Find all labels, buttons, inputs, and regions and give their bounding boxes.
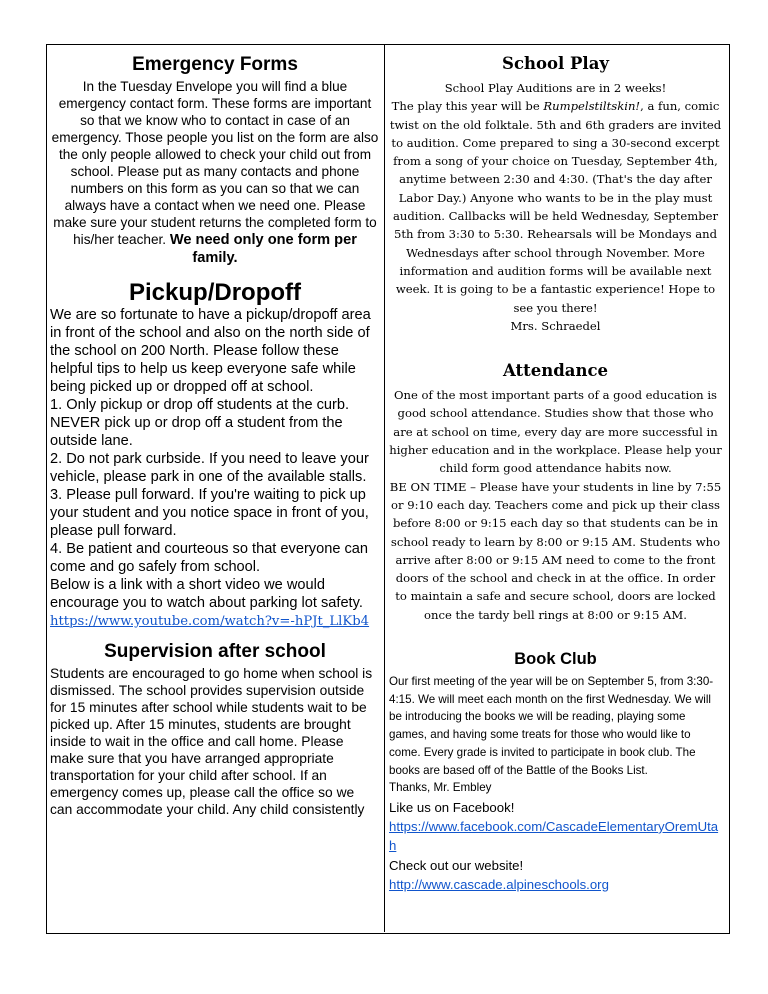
school-play-title: School Play <box>502 54 609 73</box>
supervision-title: Supervision after school <box>104 641 326 662</box>
school-play-section <box>389 54 722 335</box>
book-club-signature: Thanks, Mr. Embley <box>389 781 492 795</box>
attendance-section <box>389 361 722 624</box>
parking-safety-video-link[interactable]: https://www.youtube.com/watch?v=-hPJt_LlKb4 <box>50 614 370 629</box>
supervision-body: Students are encouraged to go home when school is dismissed. The school provides supervision outside for 15 minutes after school while students wait to be picked up. After 15 minutes, students are brought inside to wait in the office and call home. Please make sure that you have arranged appropriate transportation for your child after school. If an emergency comes up, please call the office so we can accommodate your child. Any child consistently <box>50 666 373 817</box>
facebook-prompt: Like us on Facebook! <box>389 799 515 815</box>
emergency-forms-title: Emergency Forms <box>132 54 298 75</box>
emergency-forms-body <box>50 78 380 267</box>
video-intro-text: Below is a link with a short video we would encourage you to watch about parking lot safety. <box>50 577 363 611</box>
pickup-dropoff-title: Pickup/Dropoff <box>129 279 301 306</box>
facebook-link[interactable]: https://www.facebook.com/CascadeElementaryOremUtah <box>389 818 719 853</box>
school-play-auditions-line: School Play Auditions are in 2 weeks! <box>444 81 667 95</box>
pickup-intro: We are so fortunate to have a pickup/dropoff area in front of the school and also on the north side of the school on 200 North. Please follow these helpful tips to help us keep everyone safe while being picked up or dropped off at school. <box>50 307 371 395</box>
column-divider <box>384 44 385 932</box>
emergency-forms-section <box>50 54 380 267</box>
book-club-body: Our first meeting of the year will be on September 5, from 3:30-4:15. We will meet each month on the first Wednesday. We will be introducing the books we will be reading, playing some games, and having some treats for those who would like to come. Every grade is invited to participate in book club. The books are based off of the Battle of the Books List. <box>389 675 714 777</box>
pickup-dropoff-section <box>50 279 380 631</box>
school-play-pre: The play this year will be <box>391 99 544 114</box>
supervision-section <box>50 641 380 818</box>
left-column <box>50 44 380 818</box>
website-prompt: Check out our website! <box>389 857 524 873</box>
emergency-forms-text: In the Tuesday Envelope you will find a blue emergency contact form. These forms are important so that we know who to contact in case of an emergency. Those people you list on the form are also the only people allowed to check your child out from school. Please put as many contacts and phone numbers on this form as you can so that we can always have a contact when we need one. Please make sure your student returns the completed form to his/her teacher. <box>51 79 379 247</box>
website-link[interactable]: http://www.cascade.alpineschools.org <box>389 876 609 892</box>
pickup-tip-3: 3. Please pull forward. If you're waiting to pick up your student and you notice space in front of you, please pull forward. <box>50 487 369 539</box>
emergency-forms-emphasis: We need only one form per family. <box>169 232 357 266</box>
school-play-body <box>389 97 722 317</box>
attendance-body-2: BE ON TIME – Please have your students in line by 7:55 or 9:10 each day. Teachers come and pick up their class before 8:00 or 9:15 each day so that students can be in school ready to learn by 8:00 or 9:15 AM. Students who arrive after 8:00 or 9:15 AM need to come to the front doors of the school and check in at the office. In order to maintain a safe and secure school, doors are locked once the tardy bell rings at 8:00 or 9:15 AM. <box>389 479 722 622</box>
book-club-title: Book Club <box>514 650 597 669</box>
right-column <box>389 44 722 894</box>
pickup-tip-2: 2. Do not park curbside. If you need to leave your vehicle, please park in one of the available stalls. <box>50 451 369 485</box>
school-play-name: Rumpelstiltskin! <box>543 99 641 114</box>
attendance-body-1: One of the most important parts of a good education is good school attendance. Studies show that those who are at school on time, every day are more successful in higher education and in the workplace. Please help your child form good attendance habits now. <box>389 388 722 476</box>
pickup-tip-1: 1. Only pickup or drop off students at the curb. NEVER pick up or drop off a student from the outside lane. <box>50 397 350 449</box>
pickup-tip-4: 4. Be patient and courteous so that everyone can come and go safely from school. <box>50 541 369 575</box>
school-play-post: , a fun, comic twist on the old folktale. 5th and 6th graders are invited to audition. Come prepared to sing a 30-second excerpt from a song of your choice on Tuesday, September 4th, anytime between 2:30 and 4:30. (That's the day after Labor Day.) Anyone who wants to be in the play must audition. Callbacks will be held Wednesday, September 5th from 3:30 to 5:30. Rehearsals will be Mondays and Wednesdays after school through November. More information and audition forms will be available next week. It is going to be a fantastic experience! Hope to see you there! <box>389 99 722 315</box>
attendance-title: Attendance <box>502 361 609 381</box>
school-play-signature: Mrs. Schraedel <box>510 318 601 333</box>
book-club-section <box>389 650 722 894</box>
